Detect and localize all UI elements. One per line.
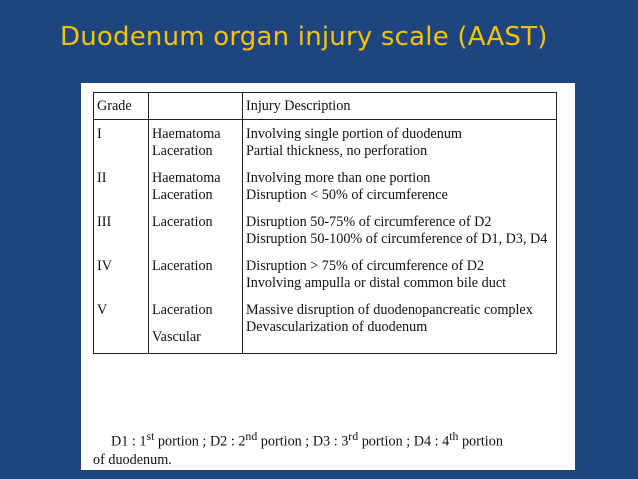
- footnote-d1: D1 : 1: [111, 433, 147, 450]
- injury-description: Disruption 50-75% of circumference of D2: [246, 214, 492, 230]
- footnote-d4-rest: portion: [458, 433, 503, 450]
- grade-cell: III: [94, 214, 149, 258]
- footnote-d1-suffix: st: [146, 429, 155, 443]
- slide-title: Duodenum organ injury scale (AAST): [60, 22, 548, 52]
- description-cell: [243, 214, 557, 258]
- injury-type-cell: [149, 170, 243, 214]
- injury-description: Partial thickness, no perforation: [246, 143, 428, 159]
- table-row-grade-1: [94, 120, 557, 171]
- grade-cell: IV: [94, 258, 149, 302]
- injury-description: Involving single portion of duodenum: [246, 126, 462, 142]
- grade-cell: V: [94, 302, 149, 354]
- injury-scale-table: [93, 92, 557, 354]
- footnote-d3-rest: portion ;: [358, 433, 414, 450]
- grade-cell: I: [94, 120, 149, 171]
- injury-type-cell: [149, 302, 243, 354]
- injury-type: Laceration: [152, 214, 213, 230]
- injury-type: Laceration: [152, 143, 213, 159]
- table-header-row: [94, 93, 557, 120]
- footnote-d2-suffix: nd: [245, 429, 258, 443]
- injury-description: Disruption > 75% of circumference of D2: [246, 258, 485, 274]
- injury-description: Massive disruption of duodenopancreatic complex: [246, 302, 533, 318]
- table-row-grade-3: [94, 214, 557, 258]
- table-row-grade-5: [94, 302, 557, 354]
- injury-description: Involving more than one portion: [246, 170, 431, 186]
- injury-description: Involving ampulla or distal common bile duct: [246, 275, 507, 291]
- injury-type-cell: [149, 214, 243, 258]
- injury-type: Haematoma: [152, 126, 221, 142]
- header-injury-description: Injury Description: [243, 93, 557, 120]
- injury-type: Haematoma: [152, 170, 221, 186]
- footnote-d1-rest: portion ;: [154, 433, 210, 450]
- injury-type: Laceration: [152, 258, 213, 274]
- injury-description: Devascularization of duodenum: [246, 319, 428, 335]
- injury-scale-figure: [81, 83, 575, 470]
- footnote-d3: D3 : 3: [312, 433, 349, 450]
- spacer: [152, 319, 239, 329]
- footnote-d2-rest: portion ;: [257, 433, 313, 450]
- footnote-d2: D2 : 2: [209, 433, 246, 450]
- footnote-d3-suffix: rd: [348, 429, 359, 443]
- description-cell: [243, 120, 557, 171]
- injury-type-cell: [149, 258, 243, 302]
- table-row-grade-4: [94, 258, 557, 302]
- description-cell: [243, 170, 557, 214]
- header-grade: Grade: [94, 93, 149, 120]
- injury-type-cell: [149, 120, 243, 171]
- footnote-line-1: [93, 427, 555, 451]
- description-cell: [243, 302, 557, 354]
- footnote-line-2: of duodenum.: [93, 451, 172, 468]
- injury-description: Disruption < 50% of circumference: [246, 187, 448, 203]
- footnote-d4: D4 : 4: [413, 433, 450, 450]
- table-footnote: [93, 427, 555, 469]
- footnote-d4-suffix: th: [449, 429, 459, 443]
- description-cell: [243, 258, 557, 302]
- grade-cell: II: [94, 170, 149, 214]
- header-injury-type: [149, 93, 243, 120]
- injury-type: Laceration: [152, 302, 213, 318]
- injury-type: Vascular: [152, 329, 201, 345]
- injury-type: Laceration: [152, 187, 213, 203]
- injury-description: Disruption 50-100% of circumference of D1, D3, D4: [246, 231, 548, 247]
- table-row-grade-2: [94, 170, 557, 214]
